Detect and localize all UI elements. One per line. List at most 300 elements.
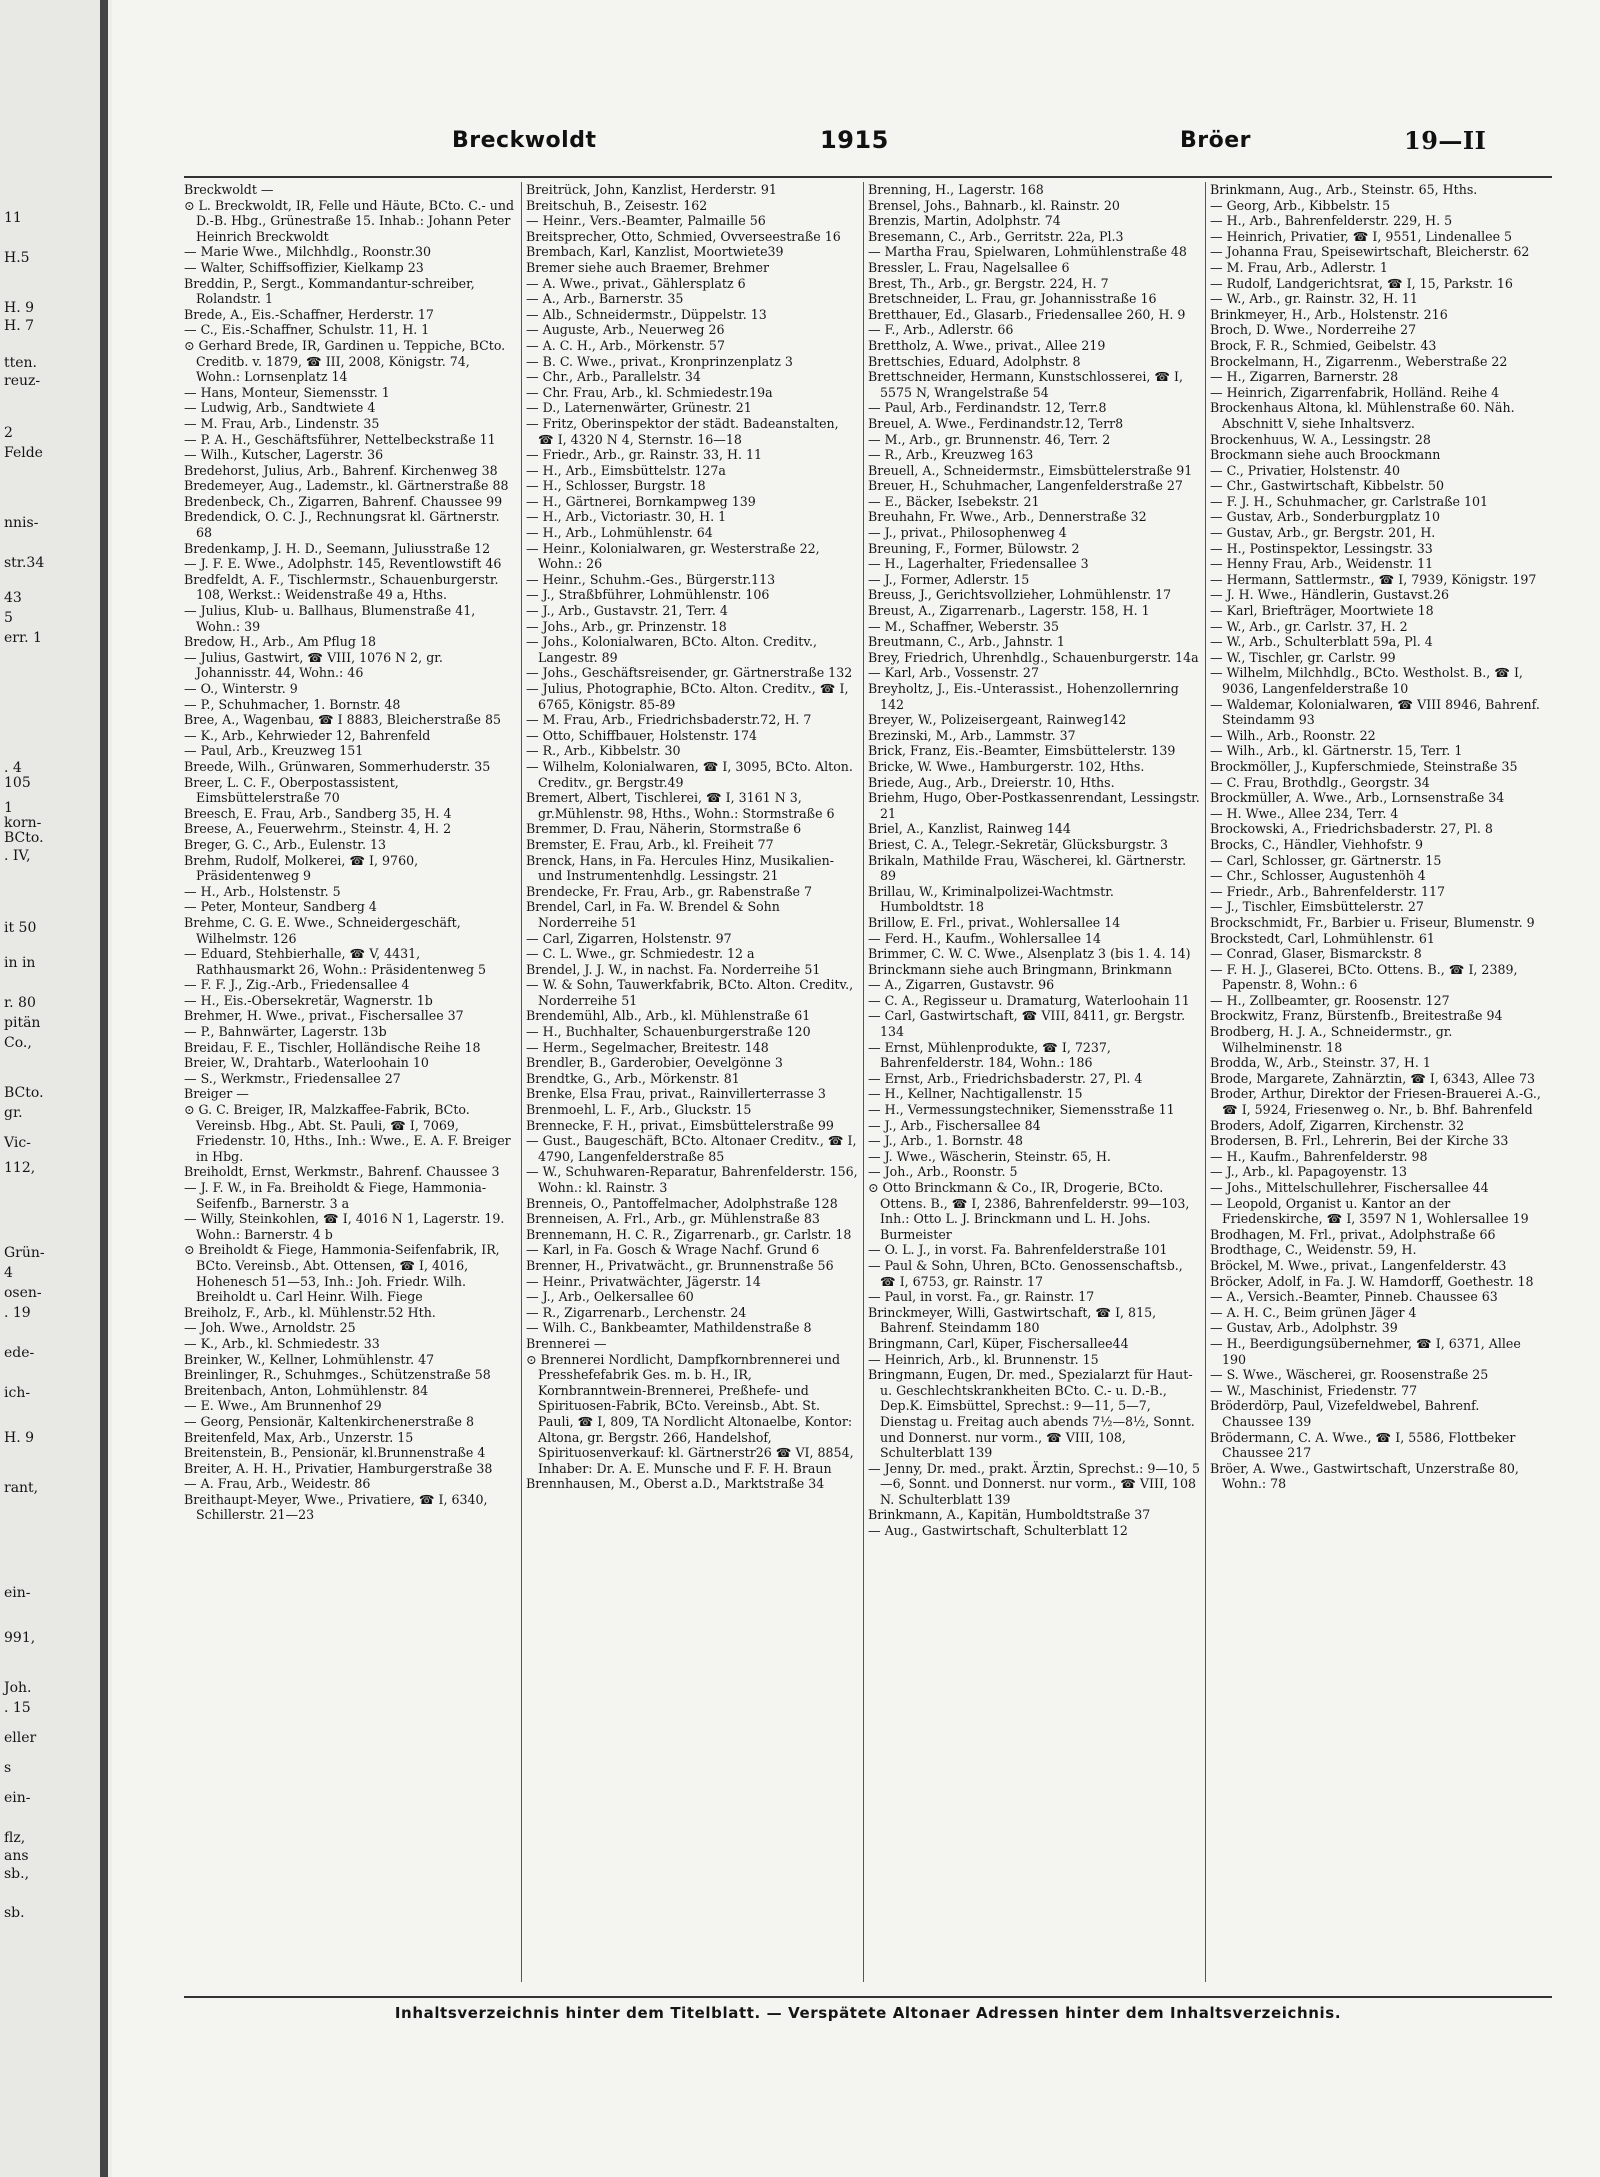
directory-entry: — Waldemar, Kolonialwaren, ☎ VIII 8946, Bahrenf. Steindamm 93 xyxy=(1210,696,1540,728)
directory-entry: Brehmer, H. Wwe., privat., Fischersallee 37 xyxy=(184,1008,464,1024)
previous-page-fragment: 43 xyxy=(4,590,22,606)
directory-entry: ⊙ Gerhard Brede, IR, Gardinen u. Teppiche, BCto. Creditb. v. 1879, ☎ III, 2008, Königstr. 74, Wohn.: Lornsenplatz 14 xyxy=(184,337,506,385)
previous-page-fragment: 991, xyxy=(4,1630,36,1646)
previous-page-fragment: err. 1 xyxy=(4,630,42,646)
header-left-keyword: Breckwoldt xyxy=(452,128,597,153)
directory-entry: Brenmoehl, L. F., Arb., Gluckstr. 15 xyxy=(526,1102,752,1118)
directory-entry: — W., Arb., gr. Rainstr. 32, H. 11 xyxy=(1210,291,1418,307)
directory-entry: — H., Kellner, Nachtigallenstr. 15 xyxy=(868,1086,1083,1102)
directory-entry: — P., Schuhmacher, 1. Bornstr. 48 xyxy=(184,696,401,712)
directory-entry: — Gustav, Arb., gr. Bergstr. 201, H. xyxy=(1210,525,1436,541)
previous-page-fragment: tten. xyxy=(4,355,38,371)
directory-entry: Briel, A., Kanzlist, Rainweg 144 xyxy=(868,821,1071,837)
directory-entry: Brehme, C. G. E. Wwe., Schneidergeschäft, Wilhelmstr. 126 xyxy=(184,914,461,946)
directory-entry: Brenzis, Martin, Adolphstr. 74 xyxy=(868,213,1061,229)
directory-entry: — H., Eis.-Obersekretär, Wagnerstr. 1b xyxy=(184,992,433,1008)
directory-entry: — P. A. H., Geschäftsführer, Nettelbeckstraße 11 xyxy=(184,431,496,447)
directory-entry: Brockenhaus Altona, kl. Mühlenstraße 60. Näh. Abschnitt V, siehe Inhaltsverz. xyxy=(1210,400,1515,431)
previous-page-fragment: osen- xyxy=(4,1285,42,1301)
directory-entry: — Otto, Schiffbauer, Holstenstr. 174 xyxy=(526,727,758,743)
directory-entry: Brockwitz, Franz, Bürstenfb., Breitestraße 94 xyxy=(1210,1008,1503,1024)
directory-entry: — Paul & Sohn, Uhren, BCto. Genossenschaftsb., ☎ I, 6753, gr. Rainstr. 17 xyxy=(868,1257,1183,1289)
directory-entry: Brick, Franz, Eis.-Beamter, Eimsbüttelerstr. 139 xyxy=(868,743,1176,759)
page-gutter xyxy=(100,0,108,2177)
directory-entry: — H., Gärtnerei, Bornkampweg 139 xyxy=(526,493,756,509)
directory-entry: Brodersen, B. Frl., Lehrerin, Bei der Kirche 33 xyxy=(1210,1133,1509,1149)
directory-entry: — J., Straßbführer, Lohmühlenstr. 106 xyxy=(526,587,770,603)
directory-entry: Breitschuh, B., Zeisestr. 162 xyxy=(526,197,708,213)
directory-entry: — Heinrich, Zigarrenfabrik, Holländ. Reihe 4 xyxy=(1210,384,1500,400)
directory-entry: — Johs., Arb., gr. Prinzenstr. 18 xyxy=(526,618,727,634)
previous-page-fragment: 11 xyxy=(4,210,22,226)
directory-entry: — F. F. J., Zig.-Arb., Friedensallee 4 xyxy=(184,977,410,993)
directory-entry: Brehm, Rudolf, Molkerei, ☎ I, 9760, Präsidentenweg 9 xyxy=(184,852,419,884)
directory-entry: Brimmer, C. W. C. Wwe., Alsenplatz 3 (bis 1. 4. 14) xyxy=(868,946,1191,962)
directory-entry: ⊙ Breiholdt & Fiege, Hammonia-Seifenfabrik, IR, BCto. Vereinsb., Abt. Ottensen, ☎ I, 4016, Hohenesch 51—53, Inh.: Joh. Friedr. Wilh. Breiholdt u. Carl Heinr. Wilh. Fiege xyxy=(184,1242,500,1305)
directory-entry: Brodthage, C., Weidenstr. 59, H. xyxy=(1210,1242,1417,1258)
directory-entry: — H., Arb., Eimsbüttelstr. 127a xyxy=(526,462,726,478)
previous-page-fragment: ich- xyxy=(4,1385,31,1401)
directory-entry: — Joh., Arb., Roonstr. 5 xyxy=(868,1164,1018,1180)
directory-entry: — Chr., Arb., Parallelstr. 34 xyxy=(526,369,701,385)
directory-entry: Breuell, A., Schneidermstr., Eimsbüttelerstraße 91 xyxy=(868,462,1193,478)
directory-entry: Breddin, P., Sergt., Kommandantur-schreiber, Rolandstr. 1 xyxy=(184,275,475,307)
directory-entry: — Ferd. H., Kaufm., Wohlersallee 14 xyxy=(868,930,1102,946)
directory-entry: — Walter, Schiffsoffizier, Kielkamp 23 xyxy=(184,259,424,275)
directory-entry: Brettholz, A. Wwe., privat., Allee 219 xyxy=(868,337,1106,353)
directory-entry: — Wilh. C., Bankbeamter, Mathildenstraße 8 xyxy=(526,1320,812,1336)
column-3 xyxy=(868,182,1200,1982)
previous-page-fragment: reuz- xyxy=(4,373,41,389)
directory-entry: — Julius, Photographie, BCto. Alton. Creditv., ☎ I, 6765, Königstr. 85-89 xyxy=(526,681,849,712)
directory-entry: — M., Arb., gr. Brunnenstr. 46, Terr. 2 xyxy=(868,431,1111,447)
directory-entry: Brinkmann, Aug., Arb., Steinstr. 65, Hths. xyxy=(1210,182,1478,197)
directory-entry: Brezinski, M., Arb., Lammstr. 37 xyxy=(868,727,1076,743)
directory-entry: — J. F. W., in Fa. Breiholdt & Fiege, Hammonia-Seifenfb., Barnerstr. 3 a xyxy=(184,1180,487,1211)
directory-entry: — Henny Frau, Arb., Weidenstr. 11 xyxy=(1210,556,1434,572)
directory-entry: — H., Zollbeamter, gr. Roosenstr. 127 xyxy=(1210,992,1450,1008)
directory-entry: Brödermann, C. A. Wwe., ☎ I, 5586, Flottbeker Chaussee 217 xyxy=(1210,1429,1516,1461)
directory-entry: — H., Kaufm., Bahrenfelderstr. 98 xyxy=(1210,1148,1428,1164)
directory-entry: Brensel, Johs., Bahnarb., kl. Rainstr. 20 xyxy=(868,197,1120,213)
page-number: 19—II xyxy=(1404,126,1487,155)
previous-page-fragment: it 50 xyxy=(4,920,37,936)
directory-entry: Brockmöller, J., Kupferschmiede, Steinstraße 35 xyxy=(1210,758,1518,774)
directory-entry: Brockstedt, Carl, Lohmühlenstr. 61 xyxy=(1210,930,1435,946)
directory-entry: Brede, A., Eis.-Schaffner, Herderstr. 17 xyxy=(184,306,434,322)
directory-entry: — E., Bäcker, Isebekstr. 21 xyxy=(868,493,1040,509)
page-header xyxy=(112,120,1600,160)
directory-entry: Brenneis, O., Pantoffelmacher, Adolphstraße 128 xyxy=(526,1195,838,1211)
directory-entry: — Heinrich, Privatier, ☎ I, 9551, Lindenallee 5 xyxy=(1210,228,1513,244)
directory-entry: — J., privat., Philosophenweg 4 xyxy=(868,525,1067,541)
directory-entry: Briede, Aug., Arb., Dreierstr. 10, Hths. xyxy=(868,774,1115,790)
previous-page-fragment: ein- xyxy=(4,1790,31,1806)
previous-page-fragment: H.5 xyxy=(4,250,30,266)
directory-entry: Brodhagen, M. Frl., privat., Adolphstraße 66 xyxy=(1210,1226,1496,1242)
previous-page-fragment: sb., xyxy=(4,1866,30,1882)
directory-entry: Breger, G. C., Arb., Eulenstr. 13 xyxy=(184,836,386,852)
previous-page-fragment: H. 7 xyxy=(4,318,35,334)
directory-entry: Bröderdörp, Paul, Vizefeldwebel, Bahrenf. Chaussee 139 xyxy=(1210,1398,1480,1429)
page-footer-note: Inhaltsverzeichnis hinter dem Titelblatt. — Verspätete Altonaer Adressen hinter dem Inhaltsverzeichnis. xyxy=(184,1996,1552,2022)
directory-entry: Brockowski, A., Friedrichsbaderstr. 27, Pl. 8 xyxy=(1210,821,1493,837)
directory-entry: Breese, A., Feuerwehrm., Steinstr. 4, H. 2 xyxy=(184,821,452,837)
directory-entry: Breesch, E. Frau, Arb., Sandberg 35, H. 4 xyxy=(184,805,452,821)
previous-page-fragment: s xyxy=(4,1760,12,1776)
directory-entry: — W., Tischler, gr. Carlstr. 99 xyxy=(1210,649,1396,665)
directory-entry: — J. H. Wwe., Händlerin, Gustavst.26 xyxy=(1210,587,1450,603)
directory-entry: — Gustav, Arb., Adolphstr. 39 xyxy=(1210,1320,1398,1336)
directory-entry: Briehm, Hugo, Ober-Postkassenrendant, Lessingstr. 21 xyxy=(868,790,1200,821)
directory-entry: — Joh. Wwe., Arnoldstr. 25 xyxy=(184,1320,356,1336)
directory-entry: Breutmann, C., Arb., Jahnstr. 1 xyxy=(868,634,1065,650)
directory-entry: — Rudolf, Landgerichtsrat, ☎ I, 15, Parkstr. 16 xyxy=(1210,275,1513,291)
directory-entry: — Friedr., Arb., gr. Rainstr. 33, H. 11 xyxy=(526,447,763,463)
column-divider xyxy=(521,182,522,1982)
directory-entry: — Georg, Arb., Kibbelstr. 15 xyxy=(1210,197,1391,213)
directory-entry: — Heinr., Kolonialwaren, gr. Westerstraße 22, Wohn.: 26 xyxy=(526,540,820,572)
directory-entry: Brest, Th., Arb., gr. Bergstr. 224, H. 7 xyxy=(868,275,1109,291)
directory-entry: — Carl, Gastwirtschaft, ☎ VIII, 8411, gr. Bergstr. 134 xyxy=(868,1008,1186,1040)
previous-page-fragment: pitän xyxy=(4,1015,41,1031)
previous-page-fragment: Joh. xyxy=(4,1680,32,1696)
entry-columns xyxy=(184,182,1552,1982)
directory-entry: — H., Arb., Holstenstr. 5 xyxy=(184,883,341,899)
directory-entry: — Heinr., Privatwächter, Jägerstr. 14 xyxy=(526,1273,761,1289)
directory-entry: — Johs., Kolonialwaren, BCto. Alton. Creditv., Langestr. 89 xyxy=(526,634,817,665)
header-year: 1915 xyxy=(820,126,889,154)
directory-entry: Bröer, A. Wwe., Gastwirtschaft, Unzerstraße 80, Wohn.: 78 xyxy=(1210,1460,1519,1492)
directory-entry: — Marie Wwe., Milchhdlg., Roonstr.30 xyxy=(184,244,432,260)
previous-page-fragment: BCto. xyxy=(4,1085,44,1101)
directory-entry: — Heinr., Vers.-Beamter, Palmaille 56 xyxy=(526,213,766,229)
previous-page-fragment: Co., xyxy=(4,1035,32,1051)
directory-entry: — Gust., Baugeschäft, BCto. Altonaer Creditv., ☎ I, 4790, Langenfelderstraße 85 xyxy=(526,1133,857,1164)
directory-entry: — B. C. Wwe., privat., Kronprinzenplatz 3 xyxy=(526,353,793,369)
directory-entry: Bredehorst, Julius, Arb., Bahrenf. Kirchenweg 38 xyxy=(184,462,498,478)
directory-entry: — H., Vermessungstechniker, Siemensstraße 11 xyxy=(868,1102,1175,1118)
directory-entry: — M. Frau, Arb., Friedrichsbaderstr.72, H. 7 xyxy=(526,712,812,728)
directory-entry: — P., Bahnwärter, Lagerstr. 13b xyxy=(184,1024,387,1040)
directory-entry: — D., Laternenwärter, Grünestr. 21 xyxy=(526,400,752,416)
directory-entry: — Heinrich, Arb., kl. Brunnenstr. 15 xyxy=(868,1351,1099,1367)
directory-entry: — Wilh., Arb., kl. Gärtnerstr. 15, Terr. 1 xyxy=(1210,743,1463,759)
directory-entry: Brendecke, Fr. Frau, Arb., gr. Rabenstraße 7 xyxy=(526,883,812,899)
previous-page-fragment: eller xyxy=(4,1730,37,1746)
directory-entry: — Julius, Gastwirt, ☎ VIII, 1076 N 2, gr. Johannisstr. 44, Wohn.: 46 xyxy=(184,649,443,681)
previous-page-fragment: H. 9 xyxy=(4,300,35,316)
directory-entry: — Chr., Schlosser, Augustenhöh 4 xyxy=(1210,868,1426,884)
directory-entry: — E. Wwe., Am Brunnenhof 29 xyxy=(184,1398,382,1414)
directory-entry: Breitenstein, B., Pensionär, kl.Brunnenstraße 4 xyxy=(184,1445,486,1461)
directory-entry: — Karl, Briefträger, Moortwiete 18 xyxy=(1210,603,1434,619)
previous-page-fragment: flz, xyxy=(4,1830,26,1846)
directory-entry: Brenner, H., Privatwächt., gr. Brunnenstraße 56 xyxy=(526,1257,834,1273)
column-divider xyxy=(1205,182,1206,1982)
directory-entry: Brendler, B., Garderobier, Oevelgönne 3 xyxy=(526,1055,783,1071)
directory-entry: — A., Versich.-Beamter, Pinneb. Chaussee 63 xyxy=(1210,1289,1498,1305)
directory-entry: Brendemühl, Alb., Arb., kl. Mühlenstraße 61 xyxy=(526,1008,811,1024)
directory-entry: Brennerei — xyxy=(526,1335,607,1351)
previous-page-fragment: 4 xyxy=(4,1265,13,1281)
directory-entry: — J., Arb., kl. Papagoyenstr. 13 xyxy=(1210,1164,1408,1180)
directory-entry: — Wilhelm, Kolonialwaren, ☎ I, 3095, BCto. Alton. Creditv., gr. Bergstr.49 xyxy=(526,758,853,790)
directory-entry: Breithaupt-Meyer, Wwe., Privatiere, ☎ I, 6340, Schillerstr. 21—23 xyxy=(184,1491,488,1523)
directory-entry: — Paul, in vorst. Fa., gr. Rainstr. 17 xyxy=(868,1289,1095,1305)
directory-entry: — Wilh., Kutscher, Lagerstr. 36 xyxy=(184,447,384,463)
directory-entry: — Fritz, Oberinspektor der städt. Badeanstalten, ☎ I, 4320 N 4, Sternstr. 16—18 xyxy=(526,415,839,447)
directory-entry: — C., Eis.-Schaffner, Schulstr. 11, H. 1 xyxy=(184,322,430,338)
directory-entry: — C., Privatier, Holstenstr. 40 xyxy=(1210,462,1400,478)
directory-entry: Brennemann, H. C. R., Zigarrenarb., gr. Carlstr. 18 xyxy=(526,1226,852,1242)
directory-entry: — R., Arb., Kreuzweg 163 xyxy=(868,447,1034,463)
directory-entry: — S., Werkmstr., Friedensallee 27 xyxy=(184,1070,401,1086)
previous-page-fragment: 2 xyxy=(4,425,13,441)
directory-entry: Brockschmidt, Fr., Barbier u. Friseur, Blumenstr. 9 xyxy=(1210,914,1535,930)
directory-entry: Brendel, J. J. W., in nachst. Fa. Norderreihe 51 xyxy=(526,961,821,977)
directory-entry: — Hans, Monteur, Siemensstr. 1 xyxy=(184,384,390,400)
directory-entry: Breiter, A. H. H., Privatier, Hamburgerstraße 38 xyxy=(184,1460,493,1476)
directory-entry: Breitrück, John, Kanzlist, Herderstr. 91 xyxy=(526,182,777,197)
directory-entry: — S. Wwe., Wäscherei, gr. Roosenstraße 25 xyxy=(1210,1367,1489,1383)
directory-entry: — J., Arb., Gustavstr. 21, Terr. 4 xyxy=(526,603,728,619)
directory-entry: Bree, A., Wagenbau, ☎ I 8883, Bleicherstraße 85 xyxy=(184,712,502,728)
directory-entry: — H., Schlosser, Burgstr. 18 xyxy=(526,478,706,494)
directory-entry: Breuning, F., Former, Bülowstr. 2 xyxy=(868,540,1080,556)
previous-page-fragment: Grün- xyxy=(4,1245,45,1261)
directory-entry: Briest, C. A., Telegr.-Sekretär, Glücksburgstr. 3 xyxy=(868,836,1169,852)
directory-entry: Bretschneider, L. Frau, gr. Johannisstraße 16 xyxy=(868,291,1157,307)
directory-entry: Breitenfeld, Max, Arb., Unzerstr. 15 xyxy=(184,1429,414,1445)
directory-entry: — Alb., Schneidermstr., Düppelstr. 13 xyxy=(526,306,767,322)
previous-page-fragment: sb. xyxy=(4,1905,25,1921)
directory-entry: — H., Arb., Bahrenfelderstr. 229, H. 5 xyxy=(1210,213,1453,229)
directory-entry: Brennhausen, M., Oberst a.D., Marktstraße 34 xyxy=(526,1476,825,1492)
directory-entry: ⊙ G. C. Breiger, IR, Malzkaffee-Fabrik, BCto. Vereinsb. Hbg., Abt. St. Pauli, ☎ I, 7069, Friedenstr. 10, Hths., Inh.: Wwe., E. A. F. Breiger in Hbg. xyxy=(184,1102,511,1164)
directory-entry: — M. Frau, Arb., Lindenstr. 35 xyxy=(184,415,380,431)
directory-entry: — H., Lagerhalter, Friedensallee 3 xyxy=(868,556,1089,572)
directory-entry: Breinker, W., Kellner, Lohmühlenstr. 47 xyxy=(184,1351,435,1367)
previous-page-fragment: 112, xyxy=(4,1160,36,1176)
directory-entry: — Auguste, Arb., Neuerweg 26 xyxy=(526,322,725,338)
previous-page-fragment: . 15 xyxy=(4,1700,31,1716)
directory-entry: — Eduard, Stehbierhalle, ☎ V, 4431, Rathhausmarkt 26, Wohn.: Präsidentenweg 5 xyxy=(184,946,487,977)
previous-page-fragment: r. 80 xyxy=(4,995,36,1011)
previous-page-fragment: Felde xyxy=(4,445,43,461)
directory-entry: — Hermann, Sattlermstr., ☎ I, 7939, Königstr. 197 xyxy=(1210,571,1537,587)
directory-entry: — Paul, Arb., Ferdinandstr. 12, Terr.8 xyxy=(868,400,1107,416)
directory-entry: — H., Buchhalter, Schauenburgerstraße 120 xyxy=(526,1024,811,1040)
previous-page-fragment: . 4 xyxy=(4,760,22,776)
directory-entry: Brockelmann, H., Zigarrenm., Weberstraße 22 xyxy=(1210,353,1508,369)
directory-entry: — Paul, Arb., Kreuzweg 151 xyxy=(184,743,364,759)
directory-entry: Brenke, Elsa Frau, privat., Rainvillerterrasse 3 xyxy=(526,1086,826,1102)
directory-entry: Broch, D. Wwe., Norderreihe 27 xyxy=(1210,322,1417,338)
directory-entry: Bredendick, O. C. J., Rechnungsrat kl. Gärtnerstr. 68 xyxy=(184,509,500,541)
directory-entry: Bredenbeck, Ch., Zigarren, Bahrenf. Chaussee 99 xyxy=(184,493,503,509)
directory-entry: — Julius, Klub- u. Ballhaus, Blumenstraße 41, Wohn.: 39 xyxy=(184,603,476,634)
directory-entry: Bringmann, Carl, Küper, Fischersallee44 xyxy=(868,1335,1129,1351)
directory-entry: — J., Arb., 1. Bornstr. 48 xyxy=(868,1133,1024,1149)
directory-entry: — A. Wwe., privat., Gählersplatz 6 xyxy=(526,275,746,291)
directory-entry: — W. & Sohn, Tauwerkfabrik, BCto. Alton. Creditv., Norderreihe 51 xyxy=(526,977,854,1008)
directory-entry: — J., Arb., Fischersallee 84 xyxy=(868,1117,1041,1133)
directory-entry: — C. Frau, Brothdlg., Georgstr. 34 xyxy=(1210,774,1430,790)
directory-entry: Brenck, Hans, in Fa. Hercules Hinz, Musikalien- und Instrumentenhdlg. Lessingstr. 21 xyxy=(526,852,834,884)
directory-entry: Brey, Friedrich, Uhrenhdlg., Schauenburgerstr. 14a xyxy=(868,649,1199,665)
directory-entry: — K., Arb., kl. Schmiedestr. 33 xyxy=(184,1335,380,1351)
directory-entry: ⊙ Otto Brinckmann & Co., IR, Drogerie, BCto. Ottens. B., ☎ I, 2386, Bahrenfelderstr. 99—103, Inh.: Otto L. J. Brinckmann und L. H. Johs. Burmeister xyxy=(868,1180,1190,1242)
directory-entry: — F. J. H., Schuhmacher, gr. Carlstraße 101 xyxy=(1210,493,1489,509)
directory-entry: — K., Arb., Kehrwieder 12, Bahrenfeld xyxy=(184,727,431,743)
directory-entry: Breyholtz, J., Eis.-Unterassist., Hohenzollernring 142 xyxy=(868,681,1179,712)
directory-entry: Brock, F. R., Schmied, Geibelstr. 43 xyxy=(1210,337,1437,353)
directory-entry: — Ernst, Mühlenprodukte, ☎ I, 7237, Bahrenfelderstr. 184, Wohn.: 186 xyxy=(868,1039,1111,1071)
header-rule xyxy=(184,176,1552,178)
directory-entry: Breyer, W., Polizeisergeant, Rainweg142 xyxy=(868,712,1127,728)
directory-entry: — F. H. J., Glaserei, BCto. Ottens. B., ☎ I, 2389, Papenstr. 8, Wohn.: 6 xyxy=(1210,961,1518,993)
directory-entry: Breede, Wilh., Grünwaren, Sommerhuderstr. 35 xyxy=(184,758,491,774)
directory-entry: Brodda, W., Arb., Steinstr. 37, H. 1 xyxy=(1210,1055,1431,1071)
directory-entry: Breuss, J., Gerichtsvollzieher, Lohmühlenstr. 17 xyxy=(868,587,1172,603)
directory-entry: — A. C. H., Arb., Mörkenstr. 57 xyxy=(526,337,725,353)
directory-entry: Breiger — xyxy=(184,1086,249,1102)
directory-entry: — Johs., Mittelschullehrer, Fischersallee 44 xyxy=(1210,1180,1489,1195)
directory-entry: Breiholdt, Ernst, Werkmstr., Bahrenf. Chaussee 3 xyxy=(184,1164,500,1180)
previous-page-fragment: 105 xyxy=(4,775,31,791)
directory-entry: Bresemann, C., Arb., Gerritstr. 22a, Pl.3 xyxy=(868,228,1124,244)
directory-entry: Bredenkamp, J. H. D., Seemann, Juliusstraße 12 xyxy=(184,540,491,556)
directory-entry: — Conrad, Glaser, Bismarckstr. 8 xyxy=(1210,946,1422,962)
directory-entry: — Ernst, Arb., Friedrichsbaderstr. 27, Pl. 4 xyxy=(868,1070,1143,1086)
directory-entry: — J., Arb., Oelkersallee 60 xyxy=(526,1289,694,1305)
previous-page-fragment: nnis- xyxy=(4,515,39,531)
directory-entry: — H., Arb., Lohmühlenstr. 64 xyxy=(526,525,713,541)
directory-entry: — H., Zigarren, Barnerstr. 28 xyxy=(1210,369,1399,385)
directory-entry: — W., Arb., Schulterblatt 59a, Pl. 4 xyxy=(1210,634,1433,650)
directory-entry: Bringmann, Eugen, Dr. med., Spezialarzt für Haut- u. Geschlechtskrankheiten BCto. C.- u. D.-B., Dep.K. Eimsbüttel, Sprechst.: 9—11, 5—7, Dienstag u. Freitag auch abends 7½—8½, Sonnt. und Donnerst. nur vorm., ☎ VIII, 108, Schulterblatt 139 xyxy=(868,1367,1195,1461)
directory-entry: — A., Arb., Barnerstr. 35 xyxy=(526,291,684,307)
directory-entry: — Martha Frau, Spielwaren, Lohmühlenstraße 48 xyxy=(868,244,1187,260)
directory-entry: — J., Tischler, Eimsbüttelerstr. 27 xyxy=(1210,899,1424,915)
directory-entry: — W., Schuhwaren-Reparatur, Bahrenfelderstr. 156, Wohn.: kl. Rainstr. 3 xyxy=(526,1164,858,1195)
directory-entry: Breidau, F. E., Tischler, Holländische Reihe 18 xyxy=(184,1039,481,1055)
directory-entry: — Aug., Gastwirtschaft, Schulterblatt 12 xyxy=(868,1523,1128,1539)
previous-page-fragment: Vic- xyxy=(4,1135,31,1151)
column-4 xyxy=(1210,182,1542,1982)
directory-entry: Breer, L. C. F., Oberpostassistent, Eimsbüttelerstraße 70 xyxy=(184,774,399,806)
directory-entry: Brenneisen, A. Frl., Arb., gr. Mühlenstraße 83 xyxy=(526,1211,820,1227)
directory-entry: Bremer siehe auch Braemer, Brehmer xyxy=(526,259,769,275)
directory-entry: — C. L. Wwe., gr. Schmiedestr. 12 a xyxy=(526,946,755,962)
directory-entry: Brockmann siehe auch Broockmann xyxy=(1210,447,1441,463)
directory-entry: Breuhahn, Fr. Wwe., Arb., Dennerstraße 32 xyxy=(868,509,1147,525)
directory-entry: Brockmüller, A. Wwe., Arb., Lornsenstraße 34 xyxy=(1210,790,1505,806)
directory-entry: Brinckmeyer, Willi, Gastwirtschaft, ☎ I, 815, Bahrenf. Steindamm 180 xyxy=(868,1304,1157,1336)
directory-entry: — Ludwig, Arb., Sandtwiete 4 xyxy=(184,400,376,416)
directory-entry: Brendtke, G., Arb., Mörkenstr. 81 xyxy=(526,1070,740,1086)
directory-entry: Breust, A., Zigarrenarb., Lagerstr. 158, H. 1 xyxy=(868,603,1150,619)
directory-entry: Bredemeyer, Aug., Lademstr., kl. Gärtnerstraße 88 xyxy=(184,478,509,494)
directory-entry: Bressler, L. Frau, Nagelsallee 6 xyxy=(868,259,1070,275)
directory-entry: Brikaln, Mathilde Frau, Wäscherei, kl. Gärtnerstr. 89 xyxy=(868,852,1187,884)
directory-entry: — Gustav, Arb., Sonderburgplatz 10 xyxy=(1210,509,1441,525)
directory-entry: — Friedr., Arb., Bahrenfelderstr. 117 xyxy=(1210,883,1446,899)
previous-page-fragment: ein- xyxy=(4,1585,31,1601)
directory-entry: — J., Former, Adlerstr. 15 xyxy=(868,571,1030,587)
directory-entry: — Wilh., Arb., Roonstr. 22 xyxy=(1210,727,1376,743)
directory-entry: — W., Arb., gr. Carlstr. 37, H. 2 xyxy=(1210,618,1408,634)
directory-entry: — H., Beerdigungsübernehmer, ☎ I, 6371, Allee 190 xyxy=(1210,1335,1521,1367)
directory-entry: Breinlinger, R., Schuhmges., Schützenstraße 58 xyxy=(184,1367,491,1383)
directory-entry: — Leopold, Organist u. Kantor an der Friedenskirche, ☎ I, 3597 N 1, Wohlersallee 19 xyxy=(1210,1195,1529,1227)
directory-entry: — J. F. E. Wwe., Adolphstr. 145, Reventlowstift 46 xyxy=(184,556,502,572)
directory-entry: — Karl, Arb., Vossenstr. 27 xyxy=(868,665,1039,681)
directory-entry: Breitsprecher, Otto, Schmied, Ovverseestraße 16 xyxy=(526,228,841,244)
directory-entry: Brinkmeyer, H., Arb., Holstenstr. 216 xyxy=(1210,306,1448,322)
directory-entry: Broders, Adolf, Zigarren, Kirchenstr. 32 xyxy=(1210,1117,1465,1133)
directory-entry: Brinkmann, A., Kapitän, Humboldtstraße 37 xyxy=(868,1507,1151,1523)
directory-entry: — F., Arb., Adlerstr. 66 xyxy=(868,322,1014,338)
directory-entry: Bröcker, Adolf, in Fa. J. W. Hamdorff, Goethestr. 18 xyxy=(1210,1273,1534,1289)
header-right-keyword: Bröer xyxy=(1180,128,1252,153)
previous-page-fragment: ans xyxy=(4,1848,29,1864)
directory-entry: — H., Postinspektor, Lessingstr. 33 xyxy=(1210,540,1433,556)
previous-page-fragment: . 19 xyxy=(4,1305,31,1321)
directory-entry: — H., Arb., Victoriastr. 30, H. 1 xyxy=(526,509,727,525)
directory-entry: Breuer, H., Schuhmacher, Langenfelderstraße 27 xyxy=(868,478,1183,494)
previous-page-fragment: str.34 xyxy=(4,555,45,571)
directory-entry: — Chr. Frau, Arb., kl. Schmiedestr.19a xyxy=(526,384,773,400)
directory-entry: Brinckmann siehe auch Bringmann, Brinkmann xyxy=(868,961,1172,977)
directory-entry: Brembach, Karl, Kanzlist, Moortwiete39 xyxy=(526,244,784,260)
directory-entry: Brocks, C., Händler, Viehhofstr. 9 xyxy=(1210,836,1423,852)
directory-entry: Brillow, E. Frl., privat., Wohlersallee 14 xyxy=(868,914,1121,930)
directory-entry: — Georg, Pensionär, Kaltenkirchenerstraße 8 xyxy=(184,1413,474,1429)
directory-entry: — Willy, Steinkohlen, ☎ I, 4016 N 1, Lagerstr. 19. Wohn.: Barnerstr. 4 b xyxy=(184,1211,505,1242)
directory-entry: Brockenhuus, W. A., Lessingstr. 28 xyxy=(1210,431,1431,447)
directory-entry: Broder, Arthur, Direktor der Friesen-Brauerei A.-G., ☎ I, 5924, Friesenweg o. Nr., b. Bhf. Bahrenfeld xyxy=(1210,1086,1541,1118)
directory-entry: Brennecke, F. H., privat., Eimsbüttelerstraße 99 xyxy=(526,1117,834,1133)
directory-entry: Breuel, A. Wwe., Ferdinandstr.12, Terr8 xyxy=(868,415,1124,431)
directory-entry: — A. H. C., Beim grünen Jäger 4 xyxy=(1210,1304,1417,1320)
directory-entry: Bremert, Albert, Tischlerei, ☎ I, 3161 N 3, gr.Mühlenstr. 98, Hths., Wohn.: Stormstraße 6 xyxy=(526,790,835,821)
column-divider xyxy=(863,182,864,1982)
directory-entry: Bretthauer, Ed., Glasarb., Friedensallee 260, H. 9 xyxy=(868,306,1186,322)
directory-entry: ⊙ L. Breckwoldt, IR, Felle und Häute, BCto. C.- und D.-B. Hbg., Grünestraße 15. Inhab.: Johann Peter Heinrich Breckwoldt xyxy=(184,197,515,244)
directory-entry: Brodberg, H. J. A., Schneidermstr., gr. Wilhelminenstr. 18 xyxy=(1210,1024,1453,1055)
directory-entry: Bredfeldt, A. F., Tischlermstr., Schauenburgerstr. 108, Werkst.: Weidenstraße 49 a, Hths. xyxy=(184,571,499,603)
directory-entry: — Johs., Geschäftsreisender, gr. Gärtnerstraße 132 xyxy=(526,665,853,681)
directory-entry: — Peter, Monteur, Sandberg 4 xyxy=(184,899,377,915)
directory-entry: — Herm., Segelmacher, Breitestr. 148 xyxy=(526,1039,769,1055)
previous-page-fragment: rant, xyxy=(4,1480,39,1496)
previous-page-fragment: BCto. xyxy=(4,830,44,846)
directory-entry: — Carl, Schlosser, gr. Gärtnerstr. 15 xyxy=(1210,852,1442,868)
column-2 xyxy=(526,182,858,1982)
directory-entry: Brillau, W., Kriminalpolizei-Wachtmstr. Humboldtstr. 18 xyxy=(868,883,1114,915)
directory-entry: — W., Maschinist, Friedenstr. 77 xyxy=(1210,1382,1418,1398)
directory-page xyxy=(112,0,1600,2177)
directory-entry: — Heinr., Schuhm.-Ges., Bürgerstr.113 xyxy=(526,571,776,587)
previous-page-fragment: 5 xyxy=(4,610,13,626)
directory-entry: Breitenbach, Anton, Lohmühlenstr. 84 xyxy=(184,1382,429,1398)
directory-entry: — Karl, in Fa. Gosch & Wrage Nachf. Grund 6 xyxy=(526,1242,820,1258)
directory-entry: — Chr., Gastwirtschaft, Kibbelstr. 50 xyxy=(1210,478,1445,494)
directory-entry: — R., Arb., Kibbelstr. 30 xyxy=(526,743,681,759)
directory-entry: Bröckel, M. Wwe., privat., Langenfelderstr. 43 xyxy=(1210,1257,1507,1273)
